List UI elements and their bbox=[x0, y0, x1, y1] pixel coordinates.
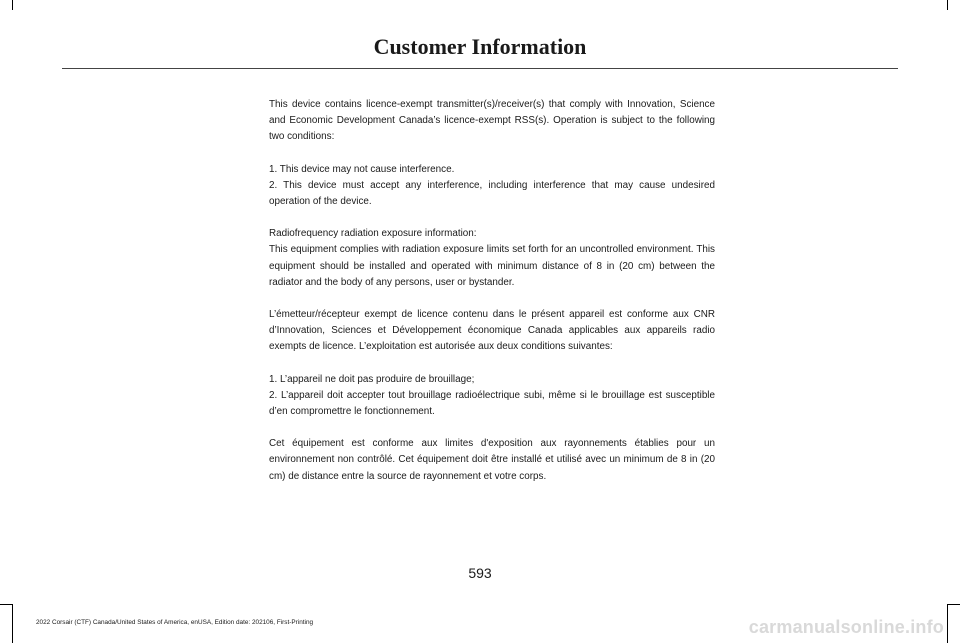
condition-1-fr: 1. L’appareil ne doit pas produire de brouillage; bbox=[269, 373, 475, 385]
header-divider bbox=[62, 68, 898, 69]
crop-mark-top-left bbox=[12, 0, 13, 10]
rf-exposure-heading-en: Radiofrequency radiation exposure information: bbox=[269, 228, 477, 240]
page-number: 593 bbox=[468, 565, 492, 581]
edition-footer: 2022 Corsair (CTF) Canada/United States of America, enUSA, Edition date: 202106, First-Printing bbox=[36, 619, 314, 626]
page-title: Customer Information bbox=[373, 34, 587, 59]
paragraph-conditions-fr bbox=[269, 372, 715, 421]
watermark: carmanualsonline.info bbox=[748, 617, 944, 637]
crop-mark-bottom-right-vertical bbox=[947, 605, 948, 643]
condition-1-en: 1. This device may not cause interference. bbox=[269, 163, 455, 175]
paragraph-licence-exempt-en: This device contains licence-exempt transmitter(s)/receiver(s) that comply with Innovation, Science and Economic Development Canada’s licence-exempt RSS(s). Operation is subject to the following two conditions: bbox=[269, 99, 715, 143]
document-body bbox=[269, 97, 715, 501]
crop-mark-bottom-left-horizontal bbox=[0, 604, 13, 605]
rf-exposure-text-en: This equipment complies with radiation exposure limits set forth for an uncontrolled environment. This equipment should be installed and operated with minimum distance of 8 in (20 cm) between the radiator and the body of any persons, user or bystander. bbox=[269, 244, 715, 288]
paragraph-rf-exposure-fr: Cet équipement est conforme aux limites d'exposition aux rayonnements établies pour un environnement non contrôlé. Cet équipement doit être installé et utilisé avec un minimum de 8 in (20 cm) de distance entre la source de rayonnement et votre corps. bbox=[269, 438, 715, 482]
paragraph-rf-exposure-en bbox=[269, 226, 715, 291]
condition-2-en: 2. This device must accept any interference, including interference that may cause undesired operation of the device. bbox=[269, 179, 715, 208]
crop-mark-bottom-right-horizontal bbox=[947, 604, 960, 605]
paragraph-conditions-en bbox=[269, 162, 715, 211]
crop-mark-bottom-left-vertical bbox=[12, 605, 13, 643]
crop-mark-top-right bbox=[947, 0, 948, 10]
condition-2-fr: 2. L’appareil doit accepter tout brouillage radioélectrique subi, même si le brouillage est susceptible d’en compromettre le fonctionnement. bbox=[269, 389, 715, 418]
paragraph-licence-exempt-fr: L’émetteur/récepteur exempt de licence contenu dans le présent appareil est conforme aux CNR d’Innovation, Sciences et Développement économique Canada applicables aux appareils radio exempts de licence. L’exploitation est autorisée aux deux conditions suivantes: bbox=[269, 309, 715, 353]
